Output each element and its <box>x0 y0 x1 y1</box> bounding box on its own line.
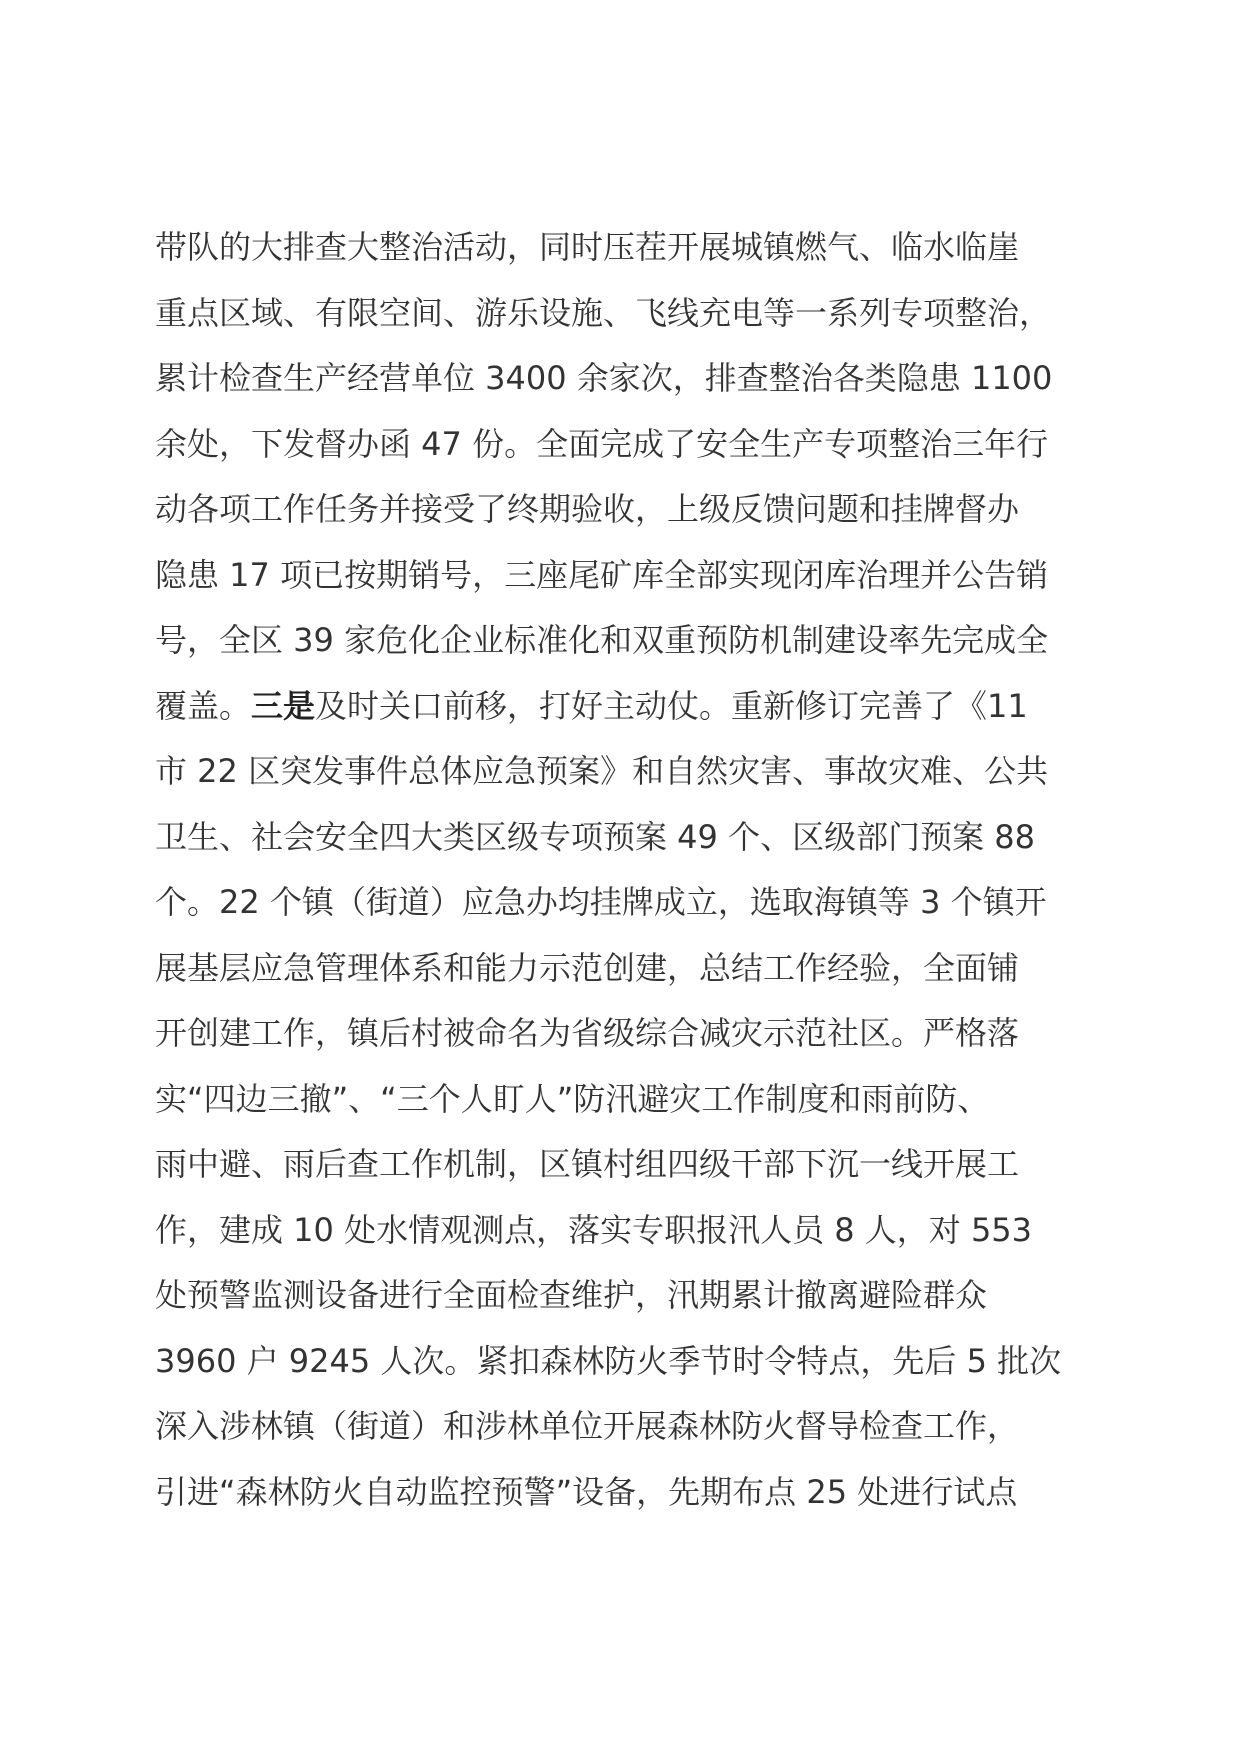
text-line: 余处，下发督办函 47 份。全面完成了安全生产专项整治三年行 <box>155 424 1049 463</box>
text-line: 作，建成 10 处水情观测点，落实专职报汛人员 8 人，对 553 <box>155 1210 1033 1249</box>
text-line: 深入涉林镇（街道）和涉林单位开展森林防火督导检查工作， <box>155 1407 1020 1445</box>
text-line <box>155 674 1095 740</box>
text-line: 带队的大排查大整治活动，同时压茬开展城镇燃气、临水临崖 <box>155 228 1020 266</box>
text-line: 展基层应急管理体系和能力示范创建，总结工作经验，全面铺 <box>155 948 1020 987</box>
text-line: 市 22 区突发事件总体应急预案》和自然灾害、事故灾难、公共 <box>155 752 1049 790</box>
bold-point-marker: 三是 <box>251 686 316 725</box>
text-line: 号，全区 39 家危化企业标准化和双重预防机制建设率先完成全 <box>155 621 1049 659</box>
text-line: 动各项工作任务并接受了终期验收，上级反馈问题和挂牌督办 <box>155 490 1020 528</box>
text-line: 处预警监测设备进行全面检查维护，汛期累计撤离避险群众 <box>155 1276 988 1314</box>
body-text <box>155 215 1095 1525</box>
text-line: 卫生、社会安全四大类区级专项预案 49 个、区级部门预案 88 <box>155 817 1035 856</box>
text-run: 覆盖。 <box>155 686 252 725</box>
text-line: 重点区域、有限空间、游乐设施、飞线充电等一系列专项整治， <box>155 293 1052 332</box>
text-run: 及时关口前移，打好主动仗。重新修订完善了《11 <box>315 686 1028 725</box>
text-line: 累计检查生产经营单位 3400 余家次，排查整治各类隐患 1100 <box>155 359 1053 397</box>
text-line: 隐患 17 项已按期销号，三座尾矿库全部实现闭库治理并公告销 <box>155 555 1049 594</box>
text-line: 引进“森林防火自动监控预警”设备，先期布点 25 处进行试点 <box>155 1472 1018 1511</box>
text-line: 开创建工作，镇后村被命名为省级综合减灾示范社区。严格落 <box>155 1014 1020 1052</box>
text-line: 个。22 个镇（街道）应急办均挂牌成立，选取海镇等 3 个镇开 <box>155 883 1047 921</box>
text-line: 雨中避、雨后查工作机制，区镇村组四级干部下沉一线开展工 <box>155 1145 1020 1183</box>
text-line: 3960 户 9245 人次。紧扣森林防火季节时令特点，先后 5 批次 <box>155 1341 1062 1380</box>
text-line: 实“四边三撤”、“三个人盯人”防汛避灾工作制度和雨前防、 <box>155 1079 990 1118</box>
